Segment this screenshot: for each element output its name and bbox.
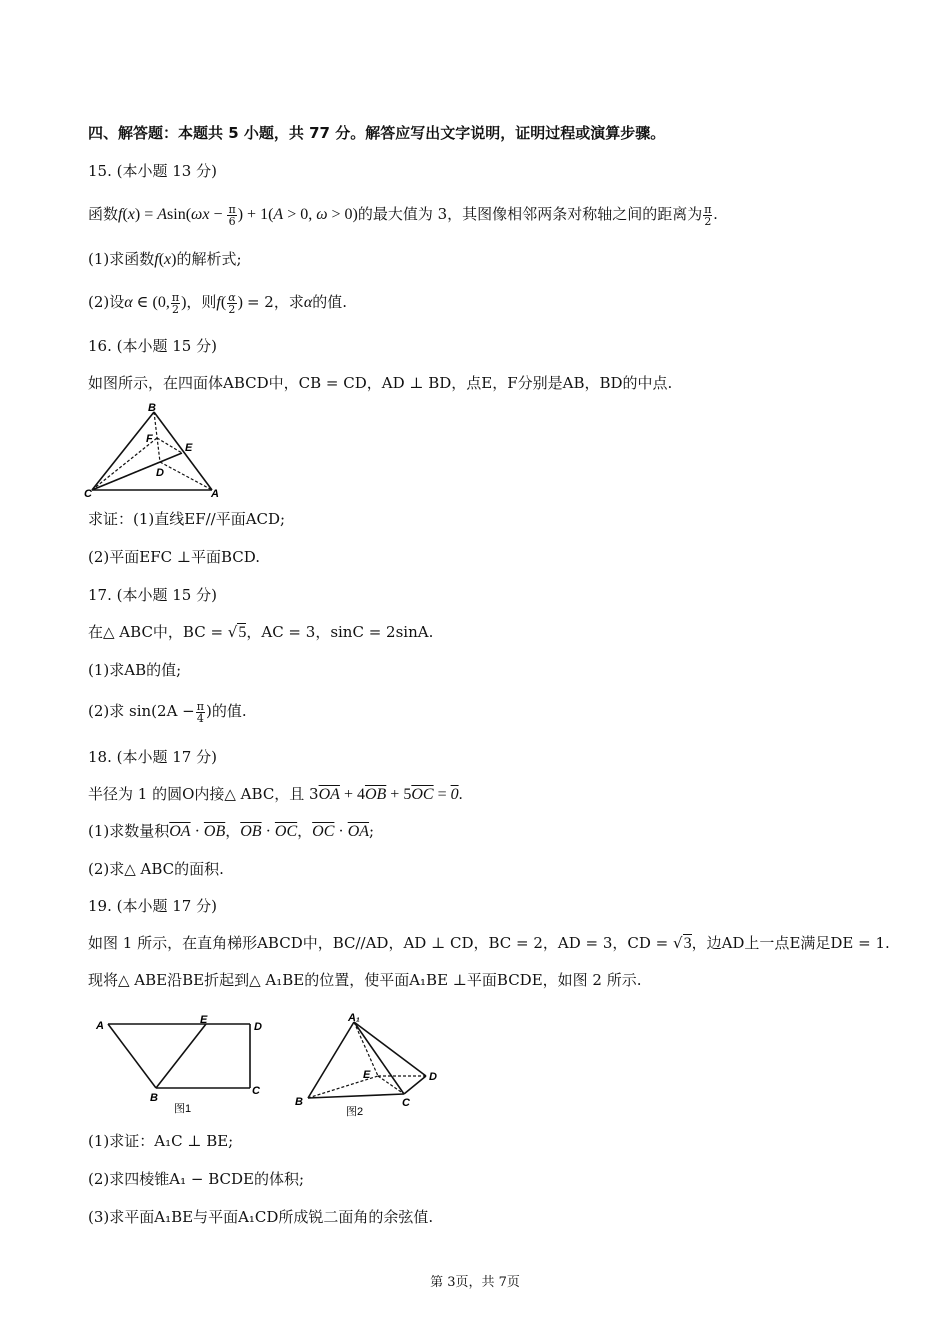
- q19-figure-2-pyramid: [290, 1008, 450, 1120]
- fig2-caption: 图2: [346, 1106, 364, 1118]
- q16-title: 16. (本小题 15 分): [88, 337, 217, 355]
- q19-part1: (1)求证：A₁C ⊥ BE;: [88, 1132, 234, 1150]
- q17-part2: (2)求 sin(2A − $\frac{\pi}{4}$ )的值.: [88, 699, 247, 725]
- fig2-label-A1: A₁: [348, 1012, 360, 1024]
- q16-part1: 求证：(1)直线EF//平面ACD;: [88, 510, 286, 528]
- label-F: F: [146, 433, 153, 445]
- q19-figure-1-trapezoid: [92, 1012, 272, 1120]
- q15-stem: 函数f(x) = Asin(ωx − $\frac{\pi}{6}$ ) + 1(A > 0, ω > 0)的最大值为 3，其图像相邻两条对称轴之间的距离为 $\frac{\pi}{2}$ .: [88, 202, 718, 228]
- fig1-label-D: D: [254, 1021, 262, 1033]
- q19-title: 19. (本小题 17 分): [88, 897, 217, 915]
- q16-stem: 如图所示，在四面体ABCD中，CB = CD，AD ⊥ BD，点E，F分别是AB，BD的中点.: [88, 374, 673, 392]
- q19-part3: (3)求平面A₁BE与平面A₁CD所成锐二面角的余弦值.: [88, 1208, 434, 1226]
- label-A: A: [211, 488, 219, 500]
- q18-stem: 半径为 1 的圆O内接△ ABC，且 $3\overline{OA} + 4\overline{OB} + 5\overline{OC} = 0$.: [88, 785, 463, 803]
- fig1-label-B: B: [150, 1092, 158, 1104]
- label-B: B: [148, 402, 156, 414]
- page-footer: 第 3页，共 7页: [430, 1275, 520, 1290]
- label-D: D: [156, 467, 164, 479]
- q17-part1: (1)求AB的值;: [88, 661, 182, 679]
- q15-part1: (1)求函数f(x)的解析式;: [88, 250, 242, 268]
- label-E: E: [185, 442, 193, 454]
- q19-part2: (2)求四棱锥A₁ − BCDE的体积;: [88, 1170, 305, 1188]
- q15-part2: (2)设α ∈ (0, $\frac{\pi}{2}$ )，则f( $\frac{\alpha}{2}$ ) = 2，求α的值.: [88, 290, 348, 316]
- fig1-caption: 图1: [174, 1103, 192, 1115]
- fig2-label-D: D: [429, 1071, 437, 1083]
- q16-part2: (2)平面EFC ⊥平面BCD.: [88, 548, 260, 566]
- q18-title: 18. (本小题 17 分): [88, 748, 217, 766]
- fig2-label-B: B: [295, 1096, 303, 1108]
- fig2-label-E: E: [363, 1069, 371, 1081]
- q15-title: 15. (本小题 13 分): [88, 162, 217, 180]
- fig1-label-E: E: [200, 1014, 208, 1026]
- q17-title: 17. (本小题 15 分): [88, 586, 217, 604]
- q18-part1: (1)求数量积$\overline{OA} \cdot \overline{OB}$，$\overline{OB} \cdot \overline{OC}$，$\overline{OC} \cdot \overline{OA}$;: [88, 822, 375, 840]
- q19-stem-line2: 现将△ ABE沿BE折起到△ A₁BE的位置，使平面A₁BE ⊥平面BCDE，如图 2 所示.: [88, 971, 642, 989]
- fig2-label-C: C: [402, 1097, 410, 1109]
- label-C: C: [84, 488, 92, 500]
- section-header: 四、解答题：本题共 5 小题，共 77 分。解答应写出文字说明，证明过程或演算步骤。: [88, 124, 666, 142]
- fig1-label-C: C: [252, 1085, 260, 1097]
- q16-tetrahedron-figure: [84, 400, 224, 500]
- q19-stem-line1: 如图 1 所示，在直角梯形ABCD中，BC//AD，AD ⊥ CD，BC = 2，AD = 3，CD = √3，边AD上一点E满足DE = 1.: [88, 934, 890, 952]
- q18-part2: (2)求△ ABC的面积.: [88, 860, 224, 878]
- q17-stem: 在△ ABC中，BC = √5，AC = 3，sinC = 2sinA.: [88, 623, 434, 641]
- fig1-label-A: A: [96, 1020, 104, 1032]
